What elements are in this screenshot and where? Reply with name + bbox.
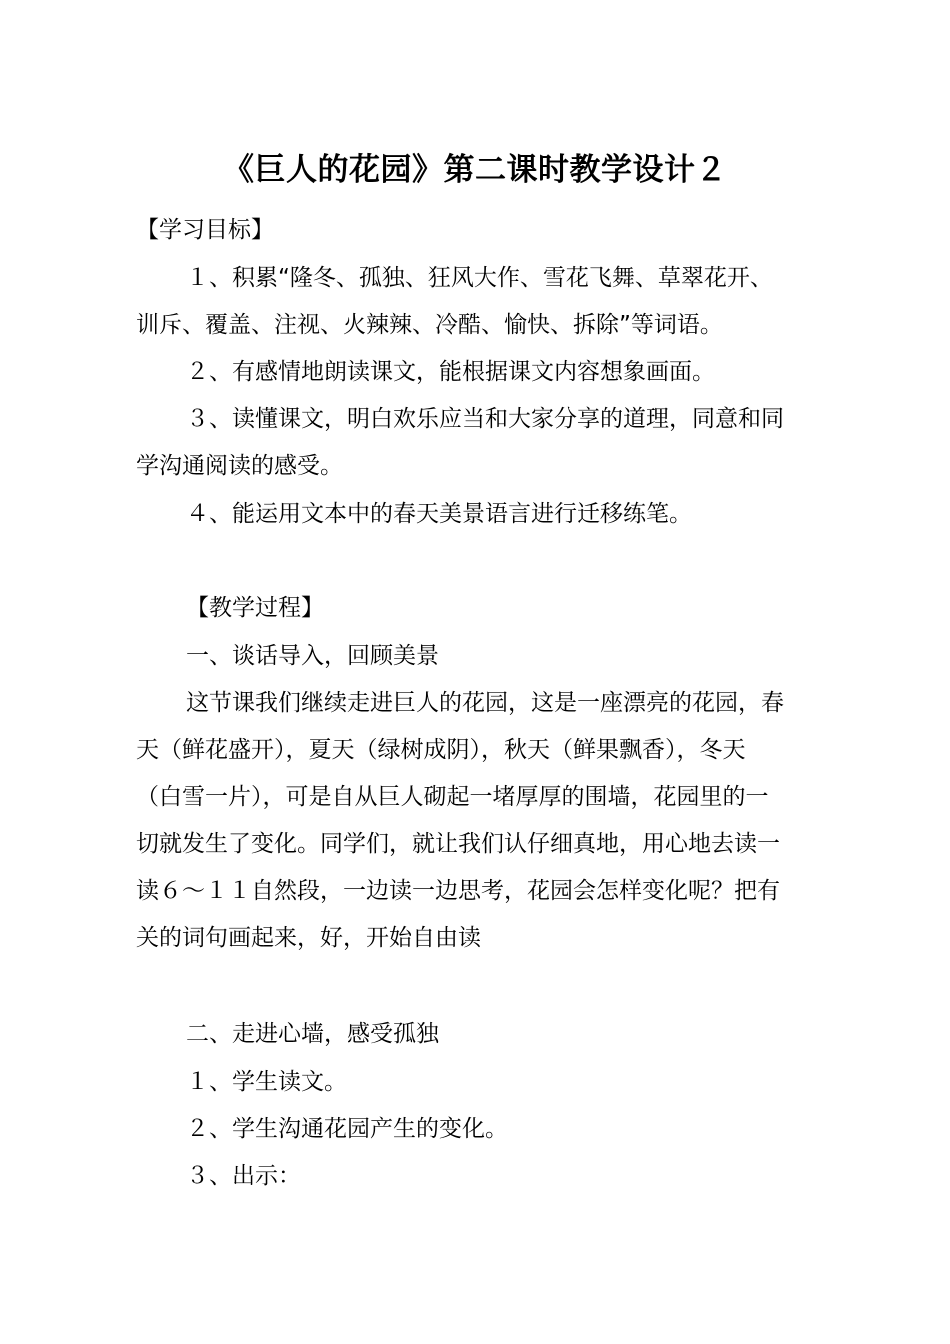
document-page: 《巨人的花园》第二课时教学设计２ 【学习目标】 １、积累“隆冬、孤独、狂风大作、雪花飞舞、草翠花开、 训斥、覆盖、注视、火辣辣、冷酷、愉快、拆除”等词语。 ２、有感情地朗读课文，能根据课文内容想象画面。 ３、读懂课文，明白欢乐应当和大家分享的道理，同意和同 学沟通阅读的感受。 ４、能运用文本中的春天美景语言进行迁移练笔。 【教学过程】 一、谈话导入，回顾美景 这节课我们继续走进巨人的花园，这是一座漂亮的花园，春 天（鲜花盛开），夏天（绿树成阴），秋天（鲜果飘香），冬天 （白雪一片），可是自从巨人砌起一堵厚厚的围墙，花园里的一 切就发生了变化。同学们，就让我们认仔细真地，用心地去读一 读６～１１自然段，一边读一边思考，花园会怎样变化呢？把有 关的词句画起来，好，开始自由读 二、走进心墙，感受孤独 １、学生读文。 ２、学生沟通花园产生的变化。 ３、出示： bbox=[0, 0, 950, 1344]
document-title: 《巨人的花园》第二课时教学设计２ bbox=[223, 152, 727, 188]
